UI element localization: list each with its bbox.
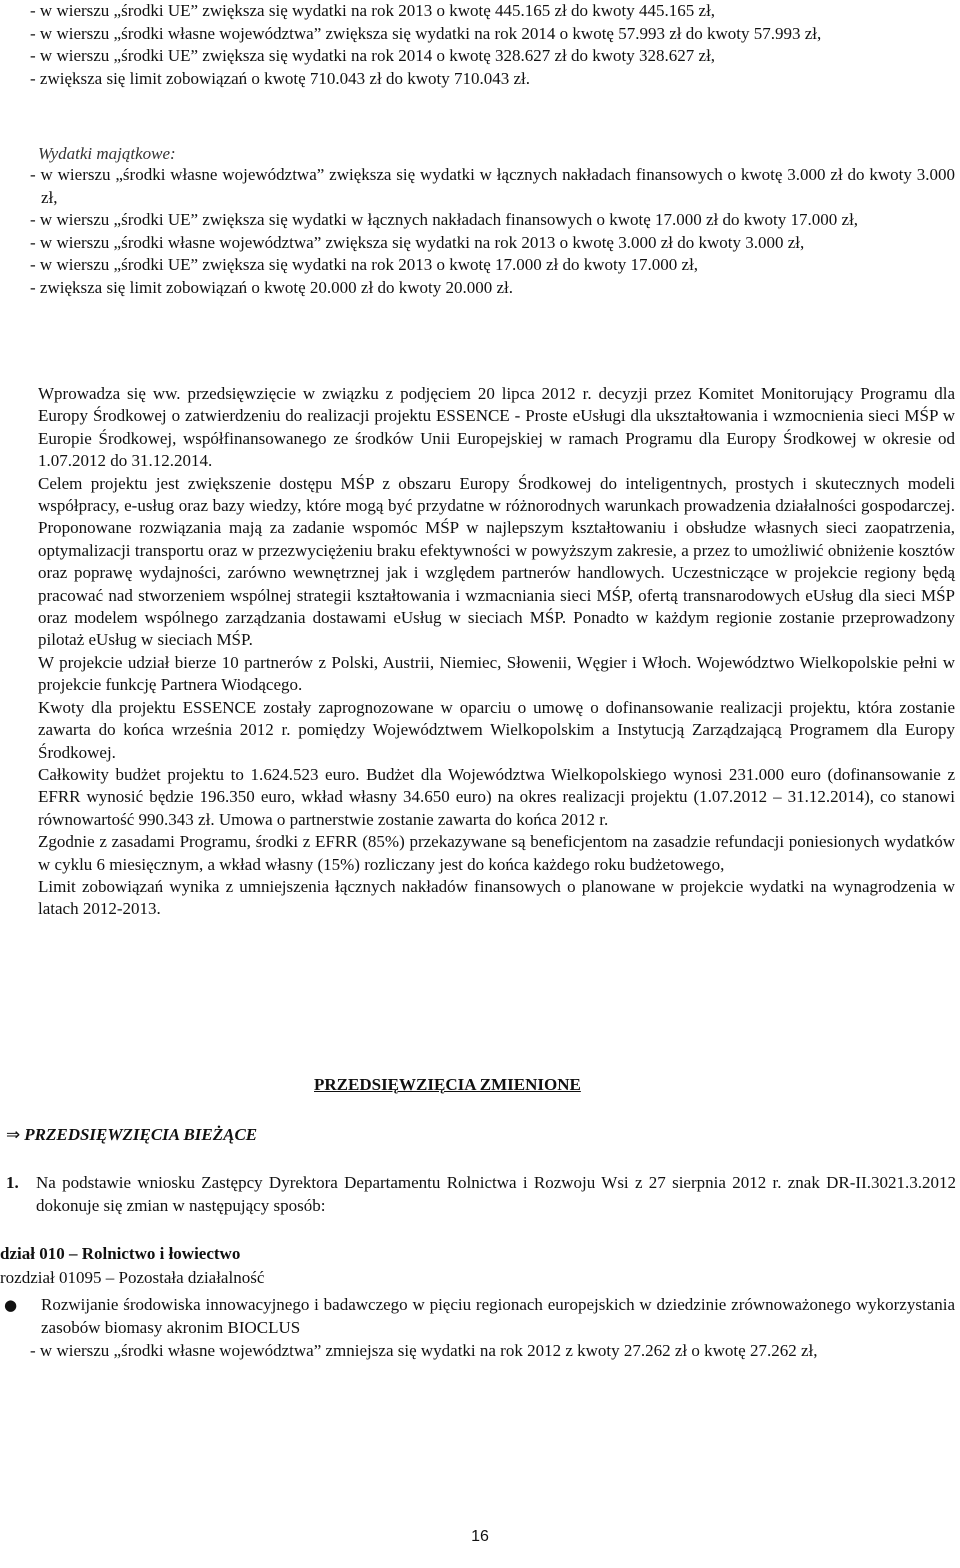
section-label-rozdzial: rozdział 01095 – Pozostała działalność bbox=[0, 1268, 265, 1287]
list-item: - w wierszu „środki UE” zwiększa się wydatki na rok 2013 o kwotę 445.165 zł do kwoty 445.165 zł, bbox=[30, 1, 716, 20]
point-number: 1. bbox=[6, 1173, 19, 1192]
list-item: - w wierszu „środki własne województwa” zmniejsza się wydatki na rok 2012 z kwoty 27.262 zł o kwotę 27.262 zł, bbox=[30, 1341, 818, 1360]
bullet-icon: ● bbox=[4, 1296, 18, 1314]
bullet-item bbox=[0, 1294, 955, 1360]
section-heading-label: PRZEDSIĘWZIĘCIA BIEŻĄCE bbox=[24, 1125, 258, 1144]
section-heading-changed: PRZEDSIĘWZIĘCIA ZMIENIONE bbox=[314, 1075, 581, 1094]
paragraph: Zgodnie z zasadami Programu, środki z EFRR (85%) przekazywane są beneficjentom na zasadzie refundacji poniesionych wydatków w cyklu 6 miesięcznym, a wkład własny (15%) rozliczany jest do końca każdego roku budżetowego, bbox=[38, 832, 955, 874]
list-item: - zwiększa się limit zobowiązań o kwotę 20.000 zł do kwoty 20.000 zł. bbox=[30, 277, 513, 297]
paragraph: Całkowity budżet projektu to 1.624.523 euro. Budżet dla Województwa Wielkopolskiego wynosi 231.000 euro (dofinansowanie z EFRR wynosić będzie 196.350 euro, wkład własny 34.650 euro) na okres realizacji projektu (1.07.2012 – 31.12.2014), co stanowi równowartość 990.343 zł. Umowa o partnerstwie zostanie zawarta do końca 2012 r. bbox=[38, 764, 955, 829]
budget-change-list bbox=[30, 0, 955, 90]
paragraph: Limit zobowiązań wynika z umniejszenia łącznych nakładów finansowych o planowane w projekcie wydatki na wynagrodzenia w latach 2012-2013. bbox=[38, 876, 955, 919]
right-double-arrow-icon: ⇒ bbox=[6, 1125, 21, 1145]
list-item: - w wierszu „środki UE” zwiększa się wydatki na rok 2014 o kwotę 328.627 zł do kwoty 328.627 zł, bbox=[30, 46, 716, 65]
list-item: - w wierszu „środki własne województwa” zwiększa się wydatki na rok 2013 o kwotę 3.000 zł do kwoty 3.000 zł, bbox=[30, 232, 805, 252]
bullet-text: Rozwijanie środowiska innowacyjnego i badawczego w pięciu regionach europejskich w dziedzinie zrównoważonego wykorzystania zasobów biomasy akronim BIOCLUS bbox=[41, 1295, 955, 1337]
numbered-point bbox=[6, 1172, 956, 1217]
list-item: - w wierszu „środki UE” zwiększa się wydatki na rok 2013 o kwotę 17.000 zł do kwoty 17.000 zł, bbox=[30, 255, 699, 274]
list-item: - w wierszu „środki UE” zwiększa się wydatki w łącznych nakładach finansowych o kwotę 17.000 zł do kwoty 17.000 zł, bbox=[30, 210, 859, 229]
point-text: Na podstawie wniosku Zastępcy Dyrektora Departamentu Rolnictwa i Rozwoju Wsi z 27 sierpnia 2012 r. znak DR-II.3021.3.2012 dokonuje się zmian w następujący sposób: bbox=[36, 1173, 956, 1215]
page-number: 16 bbox=[471, 1528, 489, 1545]
wydatki-majatkowe-list bbox=[30, 164, 955, 299]
project-description bbox=[38, 383, 955, 921]
list-item: - w wierszu „środki własne województwa” zwiększa się wydatki na rok 2014 o kwotę 57.993 zł do kwoty 57.993 zł, bbox=[30, 23, 822, 43]
paragraph: Celem projektu jest zwiększenie dostępu MŚP z obszaru Europy Środkowej do inteligentnych, prostych i skutecznych modeli współpracy, e-usług oraz bazy wiedzy, które mogą być przydatne w różnorodnych warunkach prowadzenia działalności gospodarczej. Proponowane rozwiązania mają za zadanie wspomóc MŚP w najlepszym kształtowaniu i obsłudze własnych sieci zaopatrzenia, optymalizacji transportu oraz w przezwyciężeniu braku efektywności w powyższym zakresie, a przez to umożliwić obniżenie kosztów oraz poprawę wydajności, zarówno wewnętrznej jak i względem partnerów handlowych. Uczestniczące w projekcie regiony będą pracować nad stworzeniem wspólnej strategii kształtowania i wzmacniania sieci MŚP, ofertą transnarodowych eUsług dla sieci MŚP oraz modelem wspólnego zarządzania dostawami eUsług w sieciach MŚP. Ponadto w każdym regionie zostanie przeprowadzony pilotaż eUsług w sieciach MŚP. bbox=[38, 473, 955, 650]
paragraph: Kwoty dla projektu ESSENCE zostały zaprognozowane w oparciu o umowę o dofinansowanie realizacji projektu, która zostanie zawarta do końca września 2012 r. pomiędzy Województwem Wielkopolskim a Instytucją Zarządzającą Programem dla Europy Środkowej. bbox=[38, 697, 955, 762]
section-label-dzial: dział 010 – Rolnictwo i łowiectwo bbox=[0, 1244, 241, 1263]
section-heading-wydatki-majatkowe: Wydatki majątkowe: bbox=[38, 144, 176, 163]
paragraph: W projekcie udział bierze 10 partnerów z Polski, Austrii, Niemiec, Słowenii, Węgier i Włoch. Województwo Wielkopolskie pełni w projekcie funkcję Partnera Wiodącego. bbox=[38, 652, 955, 695]
list-item: - zwiększa się limit zobowiązań o kwotę 710.043 zł do kwoty 710.043 zł. bbox=[30, 68, 530, 88]
paragraph: Wprowadza się ww. przedsięwzięcie w związku z podjęciem 20 lipca 2012 r. decyzji przez Komitet Monitorujący Programu dla Europy Środkowej o zatwierdzeniu do realizacji projektu ESSENCE - Proste eUsługi dla ukształtowania i wzmocnienia sieci MŚP w Europie Środkowej, współfinansowanego ze środków Unii Europejskiej w ramach Programu dla Europy Środkowej w okresie od 1.07.2012 do 31.12.2014. bbox=[38, 384, 955, 471]
section-heading-ongoing bbox=[6, 1125, 257, 1145]
list-item: - w wierszu „środki własne województwa” zwiększa się wydatki w łącznych nakładach finansowych o kwotę 3.000 zł do kwoty 3.000 zł, bbox=[30, 165, 955, 207]
